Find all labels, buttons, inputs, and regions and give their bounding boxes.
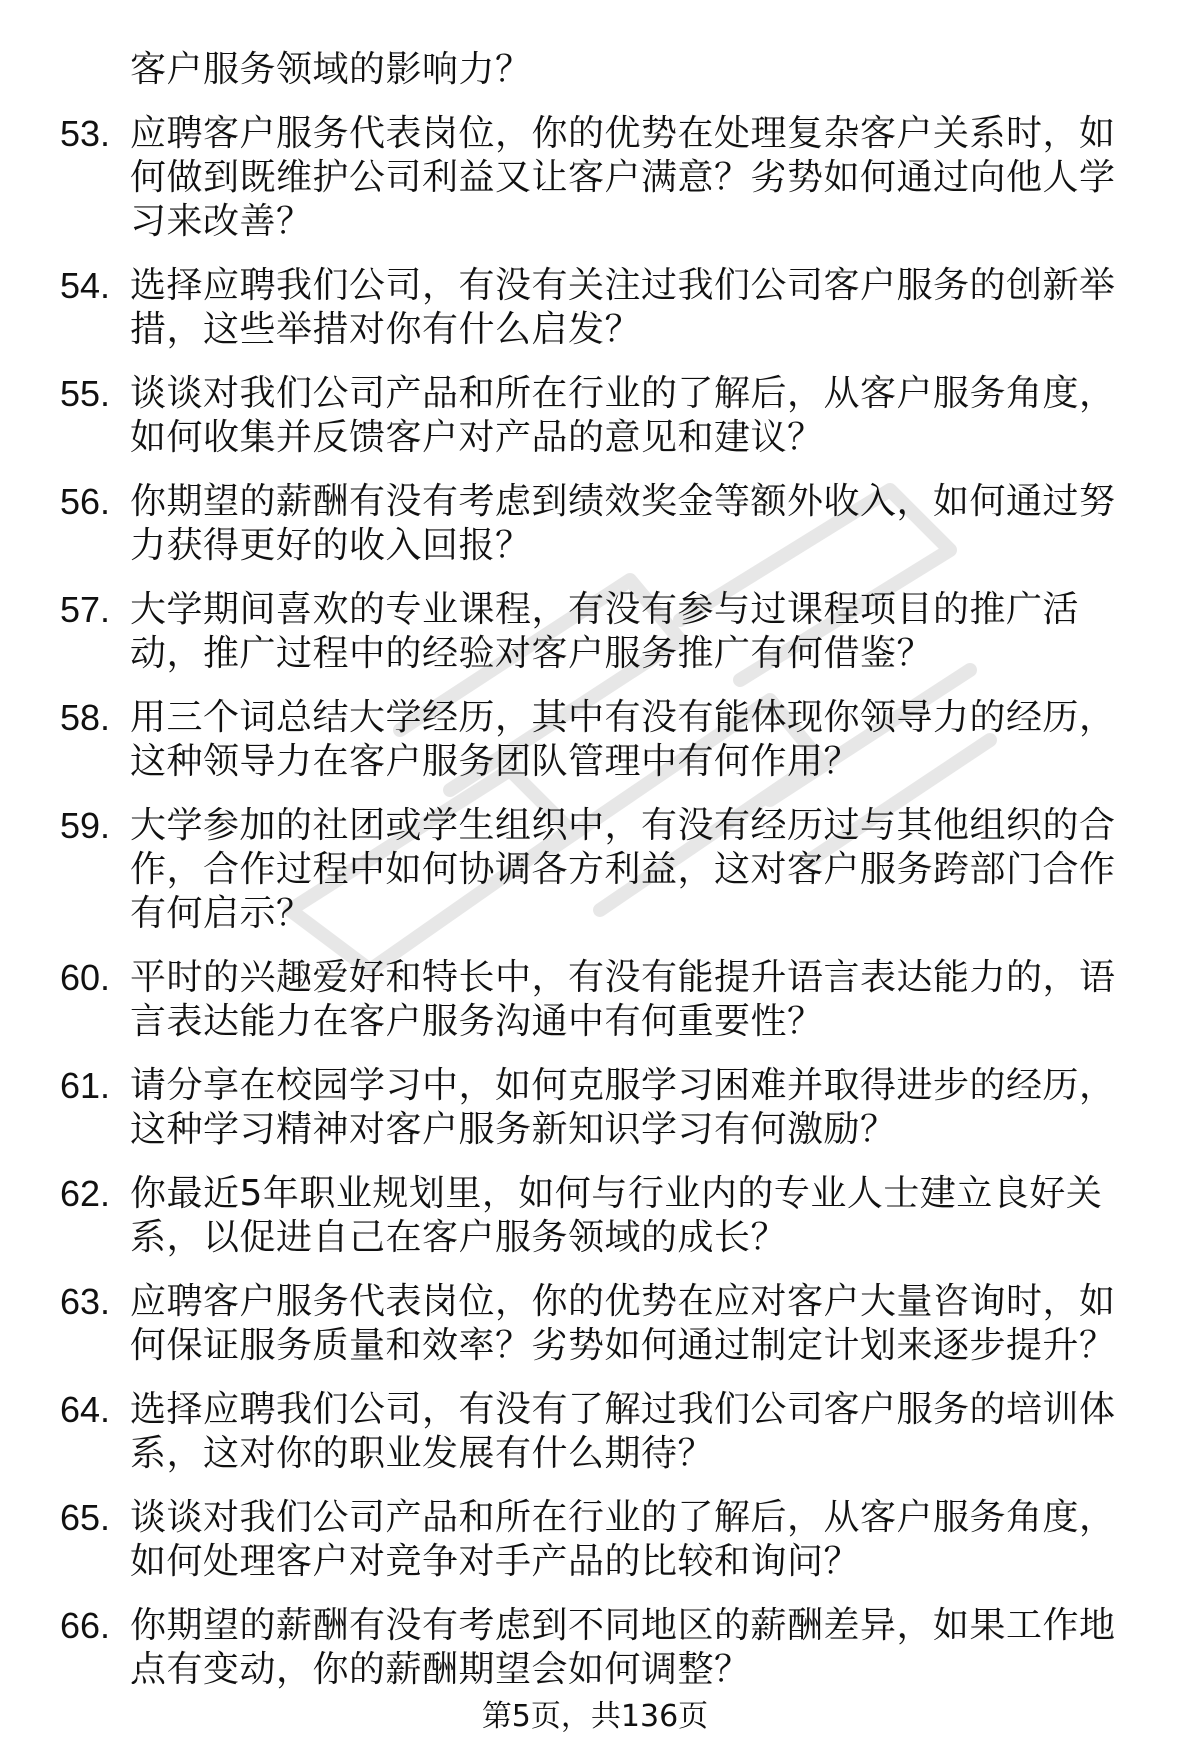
- list-item: [60, 1604, 1150, 1692]
- list-item: [60, 1388, 1150, 1476]
- question-text: 用三个词总结大学经历，其中有没有能体现你领导力的经历，这种领导力在客户服务团队管理中有何作用？: [130, 697, 1116, 782]
- list-item: [60, 588, 1150, 676]
- list-item: [60, 956, 1150, 1044]
- list-item: [60, 1280, 1150, 1368]
- question-number: 66.: [60, 1605, 111, 1646]
- list-item: [60, 696, 1150, 784]
- list-item: [60, 372, 1150, 460]
- question-number: 54.: [60, 265, 111, 306]
- question-text: 你期望的薪酬有没有考虑到绩效奖金等额外收入，如何通过努力获得更好的收入回报？: [130, 481, 1116, 566]
- list-item: [60, 1064, 1150, 1152]
- question-number: 61.: [60, 1065, 111, 1106]
- question-text: 应聘客户服务代表岗位，你的优势在应对客户大量咨询时，如何保证服务质量和效率？劣势如何通过制定计划来逐步提升？: [130, 1281, 1116, 1366]
- list-item: [60, 1496, 1150, 1584]
- question-text: 大学参加的社团或学生组织中，有没有经历过与其他组织的合作，合作过程中如何协调各方利益，这对客户服务跨部门合作有何启示？: [130, 805, 1116, 934]
- question-text: 你最近5年职业规划里，如何与行业内的专业人士建立良好关系，以促进自己在客户服务领域的成长？: [130, 1173, 1103, 1258]
- list-item: [60, 480, 1150, 568]
- question-number: 64.: [60, 1389, 111, 1430]
- question-number: 65.: [60, 1497, 111, 1538]
- question-number: 60.: [60, 957, 111, 998]
- question-list: [60, 112, 1150, 1692]
- question-text: 大学期间喜欢的专业课程，有没有参与过课程项目的推广活动，推广过程中的经验对客户服务推广有何借鉴？: [130, 589, 1080, 674]
- continued-question-text: 客户服务领域的影响力？: [130, 49, 532, 90]
- list-item: [60, 804, 1150, 936]
- question-number: 62.: [60, 1173, 111, 1214]
- question-text: 请分享在校园学习中，如何克服学习困难并取得进步的经历，这种学习精神对客户服务新知识学习有何激励？: [130, 1065, 1116, 1150]
- question-number: 58.: [60, 697, 111, 738]
- list-item: [60, 112, 1150, 244]
- question-number: 63.: [60, 1281, 111, 1322]
- page-footer: 第5页，共136页: [481, 1699, 709, 1734]
- question-text: 谈谈对我们公司产品和所在行业的了解后，从客户服务角度，如何收集并反馈客户对产品的意见和建议？: [130, 373, 1116, 458]
- question-number: 59.: [60, 805, 111, 846]
- question-text: 选择应聘我们公司，有没有关注过我们公司客户服务的创新举措，这些举措对你有什么启发？: [130, 265, 1116, 350]
- list-item: [60, 1172, 1150, 1260]
- question-content: [60, 48, 1150, 1712]
- question-text: 谈谈对我们公司产品和所在行业的了解后，从客户服务角度，如何处理客户对竞争对手产品的比较和询问？: [130, 1497, 1116, 1582]
- question-text: 你期望的薪酬有没有考虑到不同地区的薪酬差异，如果工作地点有变动，你的薪酬期望会如何调整？: [130, 1605, 1116, 1690]
- question-text: 应聘客户服务代表岗位，你的优势在处理复杂客户关系时，如何做到既维护公司利益又让客户满意？劣势如何通过向他人学习来改善？: [130, 113, 1116, 242]
- question-number: 53.: [60, 113, 111, 154]
- question-number: 57.: [60, 589, 111, 630]
- question-number: 55.: [60, 373, 111, 414]
- question-text: 平时的兴趣爱好和特长中，有没有能提升语言表达能力的，语言表达能力在客户服务沟通中有何重要性？: [130, 957, 1116, 1042]
- question-text: 选择应聘我们公司，有没有了解过我们公司客户服务的培训体系，这对你的职业发展有什么期待？: [130, 1389, 1116, 1474]
- question-number: 56.: [60, 481, 111, 522]
- list-item: [60, 264, 1150, 352]
